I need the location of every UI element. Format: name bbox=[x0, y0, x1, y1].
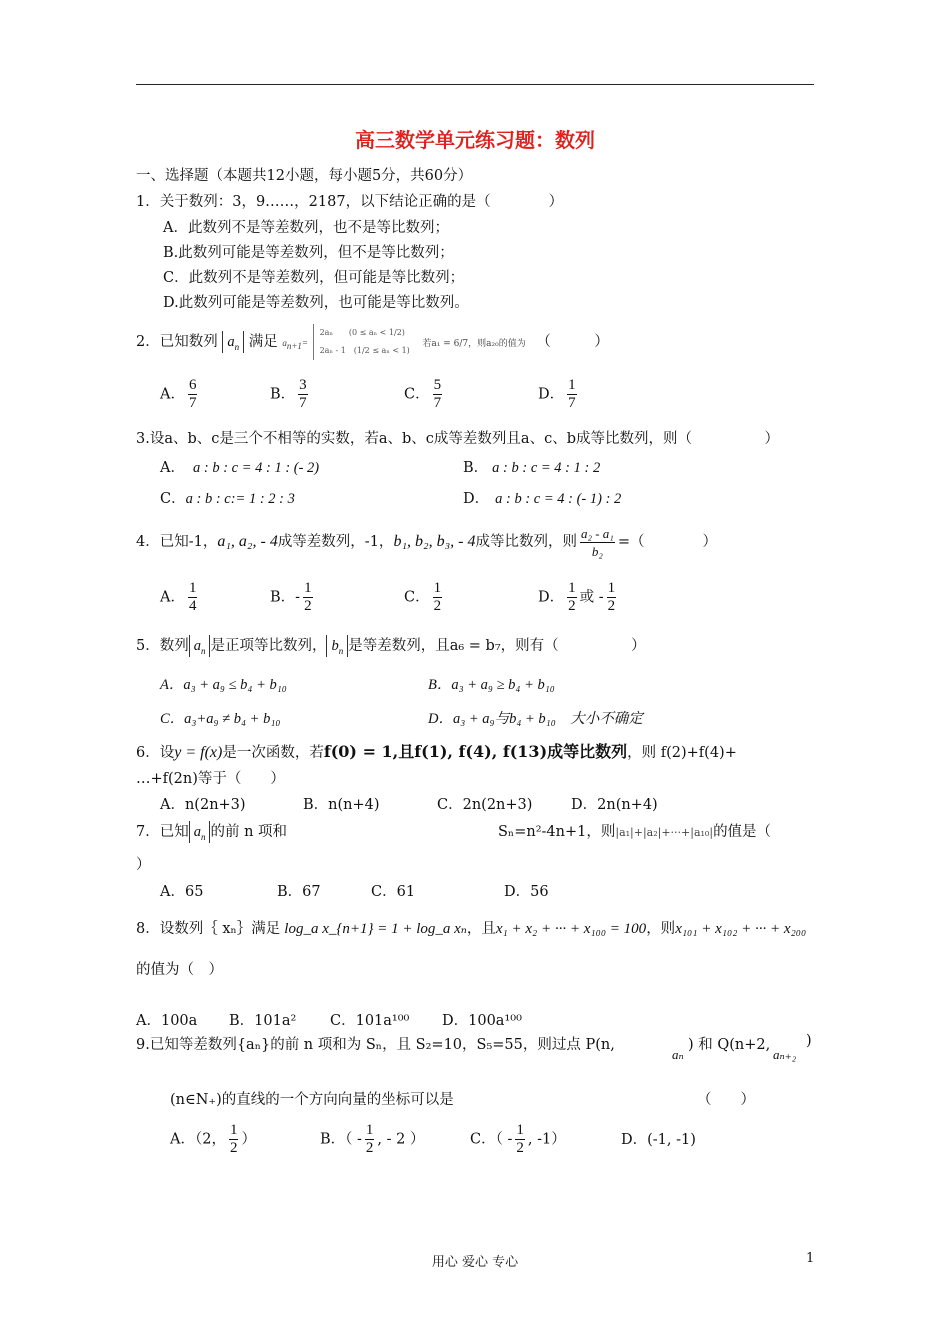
q4-a-num: 1 bbox=[188, 580, 197, 596]
page-footer: 用心 爱心 专心 bbox=[431, 1255, 519, 1270]
q4-option-c bbox=[404, 580, 445, 615]
q5-stem bbox=[136, 632, 646, 660]
q9-c-pre: C．（ - bbox=[470, 1131, 513, 1148]
q7-option-b: B．67 bbox=[277, 884, 321, 900]
q2-b-label: B． bbox=[270, 386, 296, 403]
q2-paren: （ ） bbox=[536, 334, 609, 350]
q2-a-num: 6 bbox=[188, 377, 197, 393]
q2-num: 2．已知数列 bbox=[136, 334, 218, 350]
q5-option-c: C．a₃+a₉ ≠ b₄ + b₁₀ bbox=[160, 711, 281, 727]
q7-s1: 7．已知 bbox=[136, 824, 189, 840]
q6-option-b: B．n(n+4) bbox=[303, 797, 380, 813]
q2-option-a bbox=[160, 377, 200, 412]
q4-d-num-1: 1 bbox=[568, 580, 576, 596]
q5-option-b: B．a₃ + a₉ ≥ b₄ + b₁₀ bbox=[428, 677, 555, 693]
q4-d-mid: 或 - bbox=[579, 589, 604, 606]
q7-option-a: A．65 bbox=[160, 884, 204, 900]
q9-paren: （ ） bbox=[697, 1092, 755, 1108]
q9-b-pre: B．（ - bbox=[320, 1131, 362, 1148]
q9-a-post: ） bbox=[241, 1131, 256, 1148]
q4-d-num-2: 1 bbox=[607, 580, 616, 596]
q9-c-num: 1 bbox=[516, 1122, 524, 1138]
q2-d-fraction bbox=[567, 377, 577, 412]
q9-s5: ) bbox=[806, 1033, 812, 1049]
q2-c-label: C． bbox=[404, 386, 430, 403]
q5-s2: 是正项等比数列， bbox=[210, 638, 327, 654]
q6-stem-line2: …+f(2n)等于（ ） bbox=[136, 771, 285, 787]
q5-option-a: A．a₃ + a₉ ≤ b₄ + b₁₀ bbox=[160, 677, 287, 693]
q9-b-den: 2 bbox=[365, 1140, 374, 1156]
q3-b-text: a : b : c = 4 : 1 : 2 bbox=[492, 460, 601, 476]
q4-a-label: A． bbox=[160, 589, 185, 606]
q4-option-d bbox=[538, 580, 619, 615]
page-title: 高三数学单元练习题：数列 bbox=[355, 128, 595, 152]
q3-d-text: a : b : c = 4 : (- 1) : 2 bbox=[495, 491, 622, 507]
q6-s3: 是一次函数，若 bbox=[222, 745, 324, 761]
top-rule bbox=[136, 84, 814, 85]
q2-a-den: 7 bbox=[188, 395, 197, 411]
q4-stem bbox=[136, 522, 717, 562]
q2-b-num: 3 bbox=[299, 377, 307, 393]
q4-a-fraction bbox=[188, 580, 198, 615]
q8-sum-first: x₁ + x₂ + ··· + x₁₀₀ = 100 bbox=[495, 921, 647, 937]
q2-recurrence-lhs: $a_{n+1}=$ bbox=[282, 338, 308, 351]
q9-c-den: 2 bbox=[516, 1140, 524, 1156]
q9-s6: (n∈N₊)的直线的一个方向向量的坐标可以是 bbox=[170, 1092, 454, 1108]
q7-abs-sum: |a₁|+|a₂|+···+|a₁₀| bbox=[615, 826, 714, 839]
q4-b-num: 1 bbox=[304, 580, 312, 596]
q3-stem: 3.设a、b、c是三个不相等的实数，若a、b、c成等差数列且a、c、b成等比数列，则（ ） bbox=[136, 431, 779, 447]
q6-s1: 6．设 bbox=[136, 745, 175, 761]
q9-an: aₙ bbox=[672, 1047, 684, 1062]
page-number: 1 bbox=[806, 1251, 815, 1266]
q9-an2: aₙ₊₂ bbox=[773, 1047, 797, 1062]
q4-s5: 成等比数列，则 bbox=[475, 534, 577, 550]
q7-stem-right bbox=[498, 818, 771, 846]
q2-a-fraction bbox=[188, 377, 198, 412]
q9-c-post: , -1） bbox=[527, 1131, 566, 1148]
q7-s5: 的值是（ bbox=[713, 824, 772, 840]
q4-geo-seq: b₁, b₂, b₃, - 4 bbox=[393, 533, 476, 550]
q7-s2: 的前 n 项和 bbox=[210, 824, 288, 840]
q4-b-label: B． bbox=[270, 589, 296, 606]
section-heading: 一、选择题（本题共12小题，每小题5分，共60分） bbox=[136, 168, 473, 184]
q4-ratio-fraction bbox=[580, 525, 615, 560]
q6-stem-line1 bbox=[136, 739, 737, 762]
q8-s1: 8．设数列｛ xₙ｝满足 bbox=[136, 921, 281, 937]
q6-option-c: C．2n(2n+3) bbox=[437, 797, 533, 813]
q1-option-c: C．此数列不是等差数列，但可能是等比数列； bbox=[163, 270, 465, 286]
q6-option-d: D．2n(n+4) bbox=[571, 797, 658, 813]
q9-b-post: , - 2 ） bbox=[377, 1131, 425, 1148]
q4-d-label: D． bbox=[538, 589, 565, 606]
q2-a-label: A． bbox=[160, 386, 185, 403]
q1-option-d: D.此数列可能是等差数列，也可能是等比数列。 bbox=[163, 295, 469, 311]
q9-s1: 9.已知等差数列{aₙ}的前 n 项和为 Sₙ，且 S₂=10，S₅=55，则过点 P(n, bbox=[136, 1037, 615, 1053]
q9-option-d: D．(-1, -1) bbox=[621, 1132, 696, 1148]
q5-option-d: D．a₃ + a₉与b₄ + b₁₀ 大小不确定 bbox=[428, 711, 643, 727]
q8-option-a: A．100a bbox=[136, 1013, 198, 1029]
q4-a-den: 4 bbox=[188, 598, 197, 614]
q2-c-num: 5 bbox=[433, 377, 442, 393]
q6-function: y = f(x) bbox=[174, 744, 223, 761]
q3-c-text: a : b : c:= 1 : 2 : 3 bbox=[185, 491, 295, 507]
q5-s3: 是等差数列，且a₆ = b₇，则有（ ） bbox=[348, 638, 646, 654]
q5-seq-b: $b_n$ bbox=[326, 635, 348, 657]
q2-sequence-symbol: $a_n$ bbox=[222, 331, 244, 353]
q7-close-paren: ） bbox=[136, 857, 151, 873]
q2-d-label: D． bbox=[538, 386, 565, 403]
q4-s1: 4．已知-1， bbox=[136, 534, 218, 550]
q2-option-b bbox=[270, 377, 311, 412]
q2-b-den: 7 bbox=[299, 395, 307, 411]
q5-seq-a: $a_n$ bbox=[189, 635, 211, 657]
q7-option-c: C．61 bbox=[371, 884, 416, 900]
q7-seq: $a_n$ bbox=[189, 821, 211, 843]
q4-s3: 成等差数列，-1， bbox=[277, 534, 394, 550]
q8-log-relation: log_a x_{n+1} = 1 + log_a xₙ bbox=[284, 921, 467, 937]
q2-piecewise bbox=[313, 324, 410, 360]
q4-c-num: 1 bbox=[433, 580, 442, 596]
q4-option-a bbox=[160, 580, 200, 615]
q9-a-num: 1 bbox=[229, 1122, 238, 1138]
q2-option-c bbox=[404, 377, 445, 412]
q2-b-fraction bbox=[298, 377, 308, 412]
q4-d-den-1: 2 bbox=[568, 598, 576, 614]
q2-mid: 满足 bbox=[248, 334, 278, 350]
q4-b-sign: - bbox=[295, 589, 301, 606]
q4-c-den: 2 bbox=[433, 598, 442, 614]
q9-a-fraction bbox=[229, 1122, 239, 1157]
q3-option-d: D． a : b : c = 4 : (- 1) : 2 bbox=[463, 491, 622, 507]
q4-arith-seq: a₁, a₂, - 4 bbox=[217, 533, 278, 550]
q2-option-d bbox=[538, 377, 580, 412]
q4-d-fraction-2 bbox=[607, 580, 617, 615]
q7-stem-left bbox=[136, 818, 287, 846]
q8-s5: ，则 bbox=[646, 921, 676, 937]
q2-rule-top: 2aₙ (0 ≤ aₙ < 1/2) bbox=[319, 328, 405, 337]
q3-option-a: A． a : b : c = 4 : 1 : (- 2) bbox=[160, 460, 320, 476]
q4-d-den-2: 2 bbox=[607, 598, 616, 614]
q9-option-b bbox=[320, 1122, 424, 1157]
q7-option-d: D．56 bbox=[504, 884, 549, 900]
q6-condition: f(0) = 1,且f(1), f(4), f(13)成等比数列 bbox=[323, 742, 628, 761]
q8-option-d: D．100a¹⁰⁰ bbox=[442, 1013, 522, 1029]
q7-s3: Sₙ=n²-4n+1，则 bbox=[498, 824, 616, 840]
q1-option-b: B.此数列可能是等差数列，但不是等比数列； bbox=[163, 245, 454, 261]
q8-stem-line2: 的值为（ ） bbox=[136, 962, 223, 978]
q9-option-a bbox=[170, 1122, 256, 1157]
q8-s3: ，且 bbox=[466, 921, 496, 937]
q1-option-a: A．此数列不是等差数列，也不是等比数列； bbox=[163, 220, 449, 236]
q9-a-den: 2 bbox=[229, 1140, 238, 1156]
q4-c-label: C． bbox=[404, 589, 430, 606]
q9-s3: ) 和 Q(n+2, bbox=[688, 1037, 771, 1053]
q2-c-den: 7 bbox=[433, 395, 442, 411]
q9-c-fraction bbox=[515, 1122, 525, 1157]
q3-option-c: C．a : b : c:= 1 : 2 : 3 bbox=[160, 491, 295, 507]
q3-a-text: a : b : c = 4 : 1 : (- 2) bbox=[192, 460, 320, 476]
q8-option-b: B．101a² bbox=[229, 1013, 297, 1029]
q2-rule-bottom: 2aₙ - 1 (1/2 ≤ aₙ < 1) bbox=[319, 346, 410, 355]
q4-ratio-num: a₂ - a₁ bbox=[580, 525, 614, 541]
q5-s1: 5．数列 bbox=[136, 638, 189, 654]
q4-s6: =（ ） bbox=[617, 534, 717, 550]
q2-c-fraction bbox=[433, 377, 443, 412]
q4-b-den: 2 bbox=[304, 598, 312, 614]
q2-d-den: 7 bbox=[568, 395, 576, 411]
q9-b-fraction bbox=[365, 1122, 375, 1157]
q3-option-b: B． a : b : c = 4 : 1 : 2 bbox=[463, 460, 601, 476]
q9-b-num: 1 bbox=[365, 1122, 374, 1138]
q8-stem-line1 bbox=[136, 912, 806, 946]
q2-stem bbox=[136, 322, 609, 362]
q4-ratio-den: b₂ bbox=[580, 542, 615, 560]
q2-d-num: 1 bbox=[568, 377, 576, 393]
q8-sum-second: x₁₀₁ + x₁₀₂ + ··· + x₂₀₀ bbox=[675, 921, 807, 937]
q4-option-b bbox=[270, 580, 316, 615]
q4-c-fraction bbox=[433, 580, 443, 615]
q8-option-c: C．101a¹⁰⁰ bbox=[330, 1013, 410, 1029]
q4-b-fraction bbox=[303, 580, 313, 615]
q9-a-pre: A．（2， bbox=[170, 1131, 226, 1148]
q4-d-fraction-1 bbox=[567, 580, 577, 615]
q6-option-a: A．n(2n+3) bbox=[160, 797, 246, 813]
q1-stem: 1．关于数列：3，9……，2187，以下结论正确的是（ ） bbox=[136, 194, 564, 210]
q2-condition: 若a₁ = 6/7，则a₂₀的值为 bbox=[422, 339, 526, 349]
q6-s5: ，则 f(2)+f(4)+ bbox=[627, 745, 737, 761]
q9-option-c bbox=[470, 1122, 566, 1157]
